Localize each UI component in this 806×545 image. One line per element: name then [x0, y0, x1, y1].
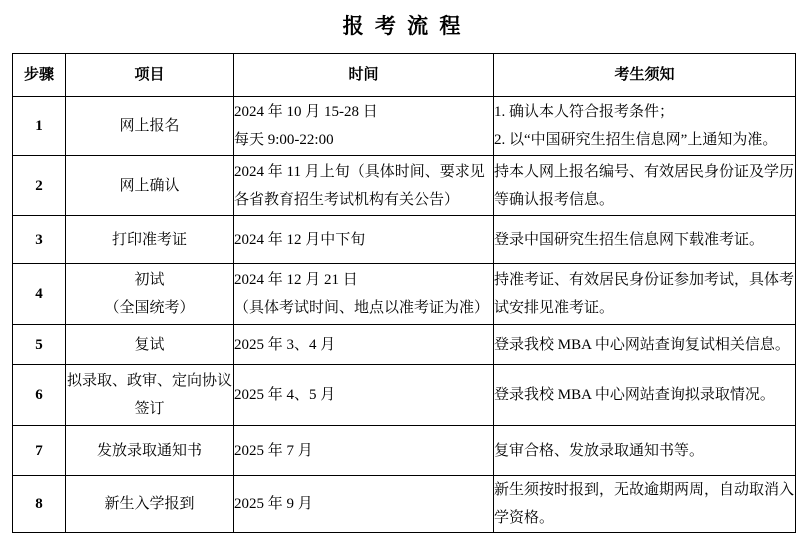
header-row	[13, 54, 796, 97]
table-row	[13, 365, 796, 426]
notes-text: 登录我校 MBA 中心网站查询复试相关信息。	[494, 336, 790, 353]
item-text: 网上确认	[119, 177, 180, 194]
item-cell	[66, 365, 234, 426]
step-number: 4	[35, 286, 43, 302]
step-cell	[13, 426, 66, 476]
time-cell	[234, 325, 494, 365]
time-text: （具体考试时间、地点以准考证为准）	[234, 300, 490, 316]
notes-text: 登录我校 MBA 中心网站查询拟录取情况。	[494, 387, 775, 403]
page-title: 报 考 流 程	[342, 14, 464, 38]
step-number: 5	[35, 336, 43, 353]
step-number: 7	[35, 442, 43, 459]
table-row	[13, 264, 796, 325]
time-text: 2025 年 3、4 月	[234, 336, 336, 353]
item-cell	[66, 476, 234, 533]
time-text: 每天 9:00-22:00	[234, 132, 334, 148]
item-text: 复试	[134, 336, 165, 353]
table-row	[13, 156, 796, 216]
notes-cell	[494, 264, 796, 325]
step-number: 8	[35, 496, 43, 512]
time-cell	[234, 264, 494, 325]
notes-text: 2. 以“中国研究生招生信息网”上通知为准。	[494, 132, 778, 148]
step-cell	[13, 264, 66, 325]
item-cell	[66, 325, 234, 365]
item-cell	[66, 216, 234, 264]
time-cell	[234, 216, 494, 264]
item-text: 初试	[134, 272, 165, 288]
item-text: 网上报名	[119, 118, 180, 134]
col-header-item: 项目	[66, 54, 234, 97]
item-cell	[66, 156, 234, 216]
item-text: 拟录取、政审、定向协议签订	[66, 373, 232, 417]
notes-cell	[494, 426, 796, 476]
item-cell	[66, 426, 234, 476]
time-text: 2024 年 11 月上旬（具体时间、要求见各省教育招生考试机构有关公告）	[234, 163, 485, 208]
item-text: 发放录取通知书	[96, 442, 202, 459]
step-cell	[13, 476, 66, 533]
time-cell	[234, 426, 494, 476]
time-cell	[234, 97, 494, 156]
step-cell	[13, 97, 66, 156]
time-text: 2025 年 4、5 月	[234, 387, 336, 403]
notes-cell	[494, 325, 796, 365]
time-text: 2024 年 12 月中下旬	[234, 231, 366, 248]
col-header-time: 时间	[234, 54, 494, 97]
notes-text: 复审合格、发放录取通知书等。	[494, 442, 705, 459]
step-cell	[13, 216, 66, 264]
step-number: 1	[35, 118, 43, 134]
item-text: 打印准考证	[111, 231, 187, 248]
notes-text: 新生须按时报到，无故逾期两周，自动取消入学资格。	[494, 482, 795, 526]
time-text: 2025 年 7 月	[234, 442, 313, 459]
notes-text: 持准考证、有效居民身份证参加考试，具体考试安排见准考证。	[494, 272, 795, 316]
step-cell	[13, 325, 66, 365]
notes-cell	[494, 156, 796, 216]
time-text: 2024 年 10 月 15-28 日	[234, 104, 378, 120]
table-row	[13, 426, 796, 476]
notes-cell	[494, 476, 796, 533]
col-header-notes: 考生须知	[494, 54, 796, 97]
item-cell	[66, 264, 234, 325]
table-row	[13, 97, 796, 156]
step-cell	[13, 365, 66, 426]
step-number: 2	[35, 177, 43, 194]
notes-text: 登录中国研究生招生信息网下载准考证。	[494, 231, 765, 248]
application-process-table	[12, 53, 796, 533]
step-cell	[13, 156, 66, 216]
item-text: 新生入学报到	[104, 496, 195, 512]
time-cell	[234, 476, 494, 533]
step-number: 6	[35, 387, 43, 403]
notes-text: 持本人网上报名编号、有效居民身份证及学历等确认报考信息。	[494, 163, 795, 208]
step-number: 3	[35, 231, 43, 248]
table-row	[13, 325, 796, 365]
time-cell	[234, 156, 494, 216]
time-text: 2024 年 12 月 21 日	[234, 272, 358, 288]
time-text: 2025 年 9 月	[234, 496, 313, 512]
table-row	[13, 476, 796, 533]
notes-cell	[494, 365, 796, 426]
item-cell	[66, 97, 234, 156]
table-row	[13, 216, 796, 264]
notes-text: 1. 确认本人符合报考条件；	[494, 104, 675, 120]
notes-cell	[494, 216, 796, 264]
item-text: （全国统考）	[104, 300, 195, 316]
notes-cell	[494, 97, 796, 156]
time-cell	[234, 365, 494, 426]
col-header-step: 步骤	[13, 54, 66, 97]
